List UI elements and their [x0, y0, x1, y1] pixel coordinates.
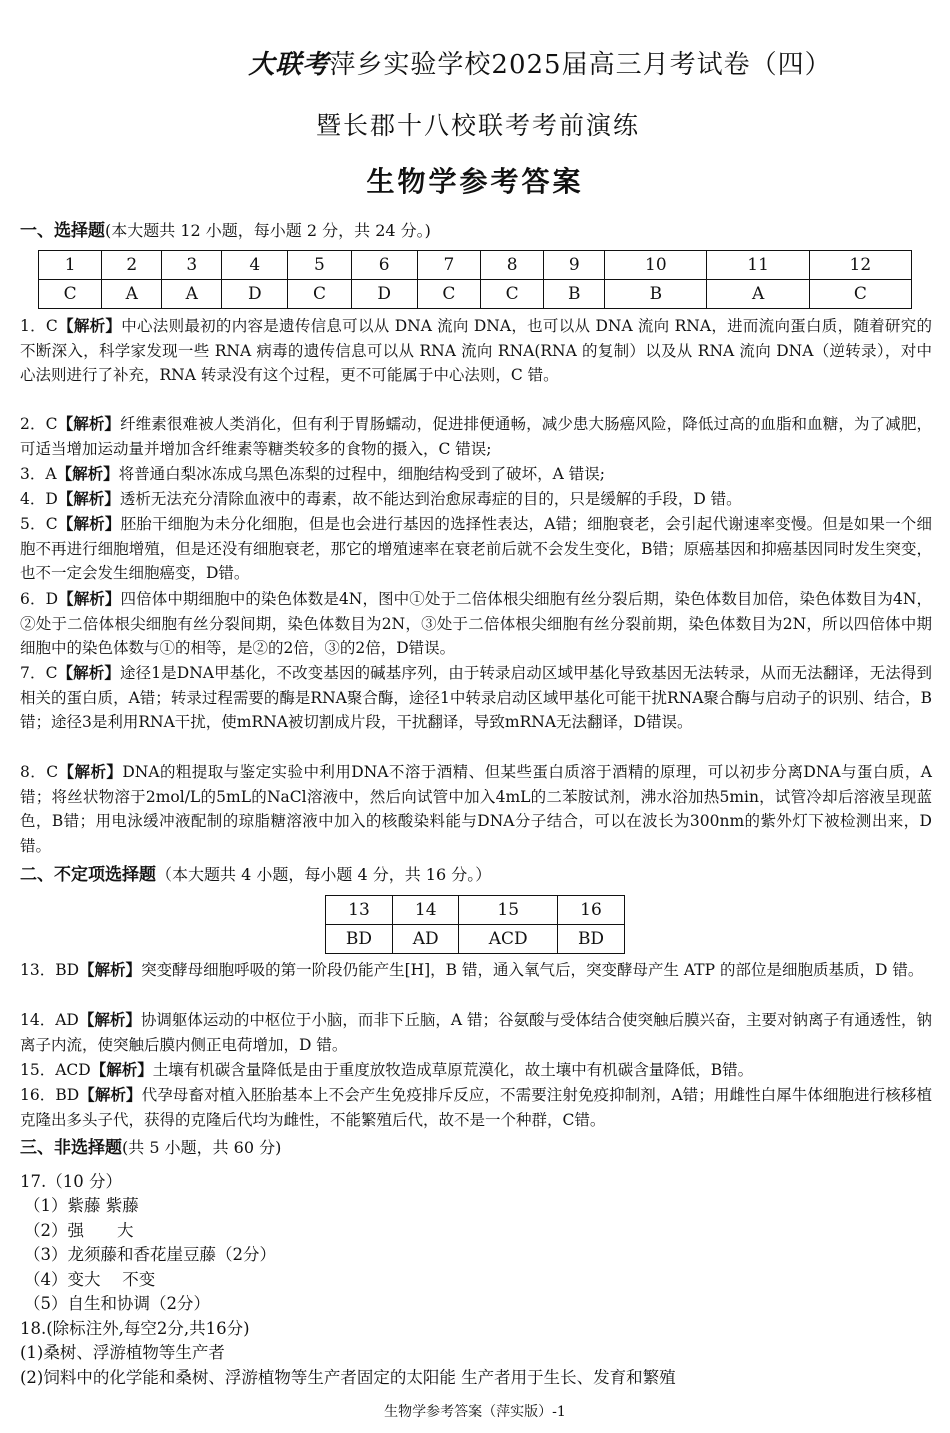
exam-title [0, 44, 950, 81]
table-cell: C [481, 280, 544, 309]
section1-answer-table [38, 250, 912, 309]
table-cell: BD [326, 925, 393, 954]
analysis-tag: 【解析】 [79, 961, 142, 979]
analysis-tag: 【解析】 [57, 515, 121, 533]
table-cell: 8 [481, 251, 544, 280]
analysis-tag: 【解析】 [90, 1061, 153, 1079]
q18-answer-2: (2)饲料中的化学能和桑树、浮游植物等生产者固定的太阳能 生产者用于生长、发育和繁殖 [20, 1368, 676, 1387]
analysis-tag: 【解析】 [57, 664, 120, 682]
section1-heading-label: 一、选择题 [20, 221, 105, 241]
explanation-16: 16．BD【解析】代孕母畜对植入胚胎基本上不会产生免疫排斥反应，不需要注射免疫抑制剂，A错；用雌性白犀牛体细胞进行核移植克隆出多头子代，获得的克隆后代均为雌性，不能繁殖后代，故不是一个种群，C错。 [20, 1086, 932, 1129]
analysis-tag: 【解析】 [79, 1086, 142, 1104]
table-cell: ACD [459, 925, 558, 954]
q17-answer-2: （2）强 大 [24, 1221, 134, 1240]
table-cell: 5 [288, 251, 351, 280]
table-cell: 1 [39, 251, 102, 280]
explanation-4: 4．D【解析】透析无法充分清除血液中的毒素，故不能达到治愈尿毒症的目的，只是缓解的手段，D 错。 [20, 490, 742, 508]
table-cell: D [351, 280, 417, 309]
explanation-7: 7．C【解析】途径1是DNA甲基化，不改变基因的碱基序列，由于转录启动区域甲基化导致基因无法转录，从而无法翻译，无法得到相关的蛋白质，A错；转录过程需要的酶是RNA聚合酶，途径1中转录启动区域甲基化可能干扰RNA聚合酶与启动子的识别、结合，B错；途径3是利用RNA干扰，使mRNA被切割成片段，干扰翻译，导致mRNA无法翻译，D错误。 [20, 664, 932, 731]
q17-answer-4: （4）变大 不变 [24, 1270, 156, 1289]
table-cell: A [102, 280, 162, 309]
section1-heading [20, 216, 431, 241]
table-cell: AD [392, 925, 458, 954]
analysis-tag: 【解析】 [57, 415, 121, 433]
section2-heading [20, 860, 491, 885]
q17-answer-3: （3）龙须藤和香花崖豆藤（2分） [24, 1245, 276, 1264]
table-cell: D [222, 280, 288, 309]
analysis-tag: 【解析】 [57, 317, 122, 335]
explanation-1: 1．C【解析】中心法则最初的内容是遗传信息可以从 DNA 流向 DNA，也可以从 DNA 流向 RNA，进而流向蛋白质，随着研究的不断深入，科学家发现一些 RNA 病毒的遗传信息可以从 RNA 流向 RNA(RNA 的复制）以及从 RNA 流向 DNA（逆转录），对中心法则进行了补充，RNA 转录没有这个过程，更不可能属于中心法则，C 错。 [20, 317, 932, 384]
explanation-14: 14．AD【解析】协调躯体运动的中枢位于小脑，而非下丘脑，A 错；谷氨酸与受体结合使突触后膜兴奋，主要对钠离子有通透性，钠离子内流，使突触后膜内侧正电荷增加，D 错。 [20, 1011, 932, 1054]
section3-heading [20, 1133, 281, 1158]
q17-heading: 17.（10 分） [20, 1172, 122, 1191]
section1-note: (本大题共 12 小题，每小题 2 分，共 24 分。) [105, 221, 431, 240]
table-cell: 15 [459, 896, 558, 925]
brand-logo-text: 大联考 [248, 50, 330, 80]
q18-answer-1: (1)桑树、浮游植物等生产者 [20, 1343, 225, 1362]
explanation-6: 6．D【解析】四倍体中期细胞中的染色体数是4N，图中①处于二倍体根尖细胞有丝分裂后期，染色体数目加倍，染色体数目为4N，②处于二倍体根尖细胞有丝分裂间期，染色体数目为2N，③处于二倍体根尖细胞有丝分裂前期，染色体数目为2N，所以四倍体中期细胞中的染色体数与①的相等，是②的2倍，③的2倍，D错误。 [20, 590, 932, 657]
table-cell: 2 [102, 251, 162, 280]
explanation-5: 5．C【解析】胚胎干细胞为未分化细胞，但是也会进行基因的选择性表达，A错；细胞衰老，会引起代谢速率变慢。但是如果一个细胞不再进行细胞增殖，但是还没有细胞衰老，那它的增殖速率在衰老前后就不会发生变化，B错；原癌基因和抑癌基因同时发生突变，也不一定会发生细胞癌变，D错。 [20, 515, 932, 582]
table-cell: C [288, 280, 351, 309]
q17-answer-5: （5）自生和协调（2分） [24, 1294, 210, 1313]
analysis-tag: 【解析】 [58, 590, 121, 608]
explanation-3: 3．A【解析】将普通白梨冰冻成乌黑色冻梨的过程中，细胞结构受到了破坏，A 错误; [20, 465, 605, 483]
table-cell: 9 [544, 251, 605, 280]
answer-table-answer-row [39, 280, 912, 309]
section2-answer-table [325, 895, 625, 954]
answer-table-answer-row [326, 925, 625, 954]
table-cell: 11 [707, 251, 809, 280]
section3-note: (共 5 小题，共 60 分) [122, 1138, 282, 1157]
page-footer: 生物学参考答案（萍实版）-1 [384, 1404, 566, 1420]
table-cell: B [605, 280, 707, 309]
answer-table-number-row [39, 251, 912, 280]
explanation-13: 13．BD【解析】突变酵母细胞呼吸的第一阶段仍能产生[H]，B 错，通入氧气后，突变酵母产生 ATP 的部位是细胞质基质，D 错。 [20, 961, 924, 979]
answer-table-number-row [326, 896, 625, 925]
table-cell: 13 [326, 896, 393, 925]
table-cell: 3 [162, 251, 222, 280]
explanation-2: 2．C【解析】纤维素很难被人类消化，但有利于胃肠蠕动，促进排便通畅，减少患大肠癌风险，降低过高的血脂和血糖，为了减肥，可适当增加运动量并增加含纤维素等糖类较多的食物的摄入，C 错误; [20, 415, 932, 458]
exam-title-text: 萍乡实验学校2025届高三月考试卷（四） [329, 50, 832, 80]
table-cell: 10 [605, 251, 707, 280]
section2-heading-label: 二、不定项选择题 [20, 865, 156, 885]
section2-note: （本大题共 4 小题，每小题 4 分，共 16 分。） [156, 865, 492, 884]
explanation-8: 8．C【解析】DNA的粗提取与鉴定实验中利用DNA不溶于酒精、但某些蛋白质溶于酒精的原理，可以初步分离DNA与蛋白质，A错；将丝状物溶于2mol/L的5mL的NaCl溶液中，然后向试管中加入4mL的二苯胺试剂，沸水浴加热5min，试管冷却后溶液呈现蓝色，B错；用电泳缓冲液配制的琼脂糖溶液中加入的核酸染料能与DNA分子结合，可以在波长为300nm的紫外灯下被检测出来，D错。 [20, 763, 932, 855]
document-title: 生物学参考答案 [366, 165, 584, 198]
table-cell: 12 [809, 251, 911, 280]
table-cell: 14 [392, 896, 458, 925]
table-cell: C [809, 280, 911, 309]
table-cell: A [707, 280, 809, 309]
explanation-15: 15．ACD【解析】土壤有机碳含量降低是由于重度放牧造成草原荒漠化，故土壤中有机碳含量降低，B错。 [20, 1061, 754, 1079]
table-cell: 7 [417, 251, 480, 280]
analysis-tag: 【解析】 [57, 490, 120, 508]
table-cell: 16 [558, 896, 625, 925]
table-cell: 6 [351, 251, 417, 280]
q18-heading: 18.(除标注外,每空2分,共16分) [20, 1319, 250, 1338]
table-cell: C [39, 280, 102, 309]
analysis-tag: 【解析】 [58, 763, 123, 781]
table-cell: B [544, 280, 605, 309]
q17-answer-1: （1）紫藤 紫藤 [24, 1196, 139, 1215]
table-cell: 4 [222, 251, 288, 280]
section3-heading-label: 三、非选择题 [20, 1138, 122, 1158]
table-cell: BD [558, 925, 625, 954]
analysis-tag: 【解析】 [78, 1011, 141, 1029]
table-cell: C [417, 280, 480, 309]
analysis-tag: 【解析】 [56, 465, 119, 483]
exam-subtitle: 暨长郡十八校联考考前演练 [315, 111, 640, 140]
table-cell: A [162, 280, 222, 309]
